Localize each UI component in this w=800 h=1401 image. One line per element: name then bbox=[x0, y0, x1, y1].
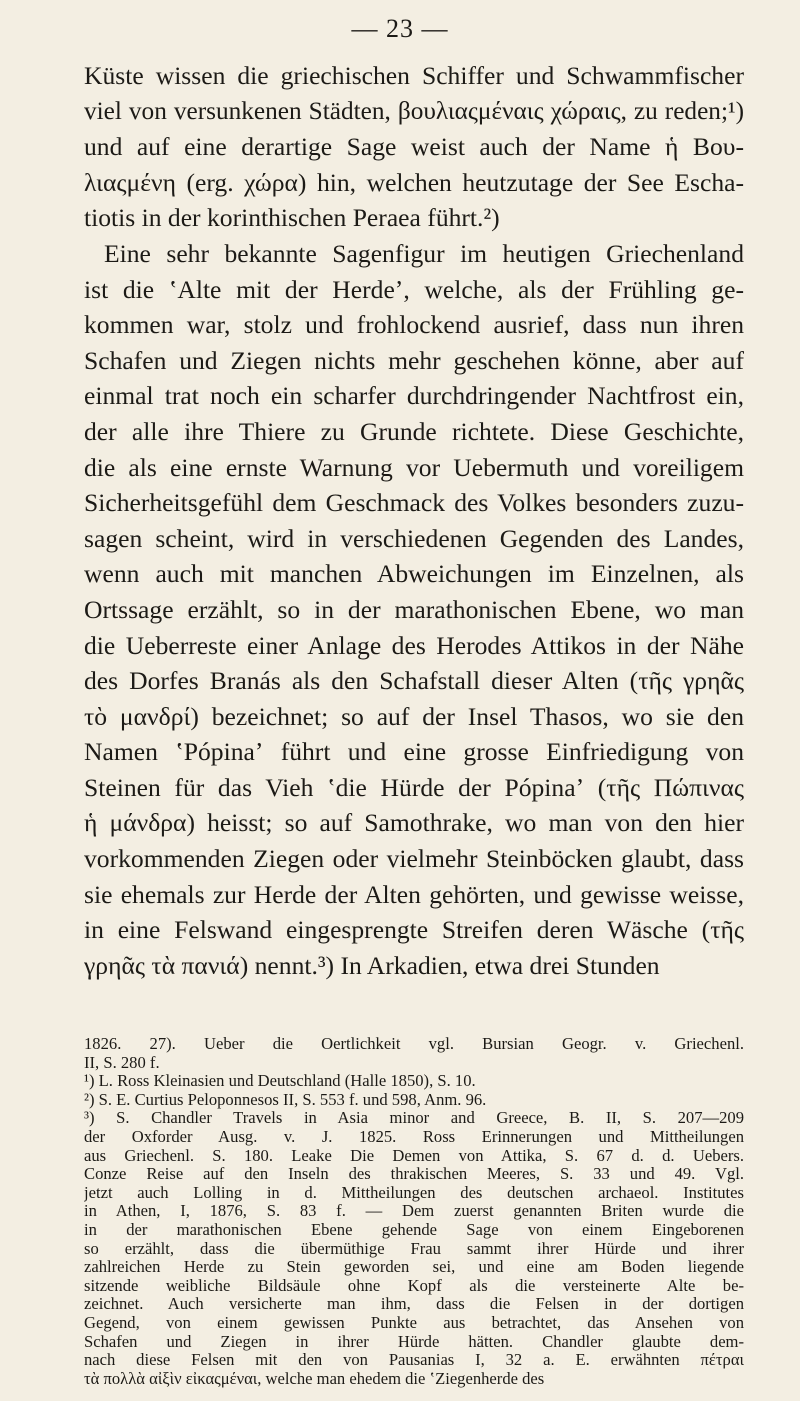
text-line: tiotis in der korinthischen Peraea führt.²) bbox=[84, 203, 500, 233]
footnote-line: II, S. 280 f. bbox=[84, 1053, 160, 1072]
footnote-line: Schafen und Ziegen in ihrer Hürde hätten. Chandler glaubte dem- bbox=[84, 1332, 744, 1351]
text-line: einmal trat noch ein scharfer durchdringender Nachtfrost ein, bbox=[84, 381, 744, 411]
footnote-line: sitzende weibliche Bildsäule ohne Kopf als die versteinerte Alte be- bbox=[84, 1276, 744, 1295]
text-line: Namen ʽPópinaʼ führt und eine grosse Einfriedigung von bbox=[84, 737, 744, 767]
text-line: in eine Felswand eingesprengte Streifen deren Wäsche (τῆς bbox=[84, 915, 744, 945]
footnote-line: zeichnet. Auch versicherte man ihm, dass die Felsen in der dortigen bbox=[84, 1295, 744, 1314]
footnote-line: Gegend, von einem gewissen Punkte aus betrachtet, das Ansehen von bbox=[84, 1313, 744, 1332]
text-line: der alle ihre Thiere zu Grunde richtete. Diese Geschichte, bbox=[84, 416, 744, 446]
footnote-line: in der marathonischen Ebene gehende Sage von einem Eingeborenen bbox=[84, 1220, 744, 1239]
text-line: Eine sehr bekannte Sagenfigur im heutigen Griechenland bbox=[104, 238, 744, 268]
text-line: γρηᾶς τὰ πανιά) nennt.³) In Arkadien, etwa drei Stunden bbox=[84, 950, 660, 980]
footnote-line: so erzählt, dass die übermüthige Frau sammt ihrer Hürde und ihrer bbox=[84, 1239, 744, 1258]
text-line: sagen scheint, wird in verschiedenen Gegenden des Landes, bbox=[84, 523, 744, 553]
text-line: vorkommenden Ziegen oder vielmehr Steinböcken glaubt, dass bbox=[84, 844, 744, 874]
text-line: kommen war, stolz und frohlockend ausrief, dass nun ihren bbox=[84, 310, 744, 340]
footnote-line: Conze Reise auf den Inseln des thrakischen Meeres, S. 33 und 49. Vgl. bbox=[84, 1165, 744, 1184]
main-text bbox=[84, 58, 744, 983]
footnote-line: ²) S. E. Curtius Peloponnesos II, S. 553 f. und 598, Anm. 96. bbox=[84, 1090, 487, 1109]
text-line: die als eine ernste Warnung vor Uebermuth und voreiligem bbox=[84, 452, 744, 482]
text-line: Ortssage erzählt, so in der marathonischen Ebene, wo man bbox=[84, 594, 744, 624]
footnote-line: der Oxforder Ausg. v. J. 1825. Ross Erinnerungen und Mittheilungen bbox=[84, 1127, 744, 1146]
text-line: des Dorfes Branás als den Schafstall dieser Alten (τῆς γρηᾶς bbox=[84, 666, 744, 696]
footnote-line: 1826. 27). Ueber die Oertlichkeit vgl. Bursian Geogr. v. Griechenl. bbox=[84, 1035, 744, 1053]
footnote-line: jetzt auch Lolling in d. Mittheilungen des deutschen archaeol. Institutes bbox=[84, 1183, 744, 1202]
text-line: ἡ μάνδρα) heisst; so auf Samothrake, wo man von den hier bbox=[84, 808, 744, 838]
text-line: Steinen für das Vieh ʽdie Hürde der Pópinaʼ (τῆς Πώπινας bbox=[84, 772, 744, 802]
text-line: τὸ μανδρί) bezeichnet; so auf der Insel Thasos, wo sie den bbox=[84, 701, 744, 731]
text-line: sie ehemals zur Herde der Alten gehörten, und gewisse weisse, bbox=[84, 879, 744, 909]
text-line: die Ueberreste einer Anlage des Herodes Attikos in der Nähe bbox=[84, 630, 744, 660]
footnote-line: zahlreichen Herde zu Stein geworden sei, und eine am Boden liegende bbox=[84, 1258, 744, 1277]
text-line: viel von versunkenen Städten, βουλιαςμέναις χώραις, zu reden;¹) bbox=[84, 96, 744, 125]
footnote-line: ¹) L. Ross Kleinasien und Deutschland (Halle 1850), S. 10. bbox=[84, 1072, 476, 1091]
text-line: Schafen und Ziegen nichts mehr geschehen könne, aber auf bbox=[84, 345, 744, 375]
text-line: Küste wissen die griechischen Schiffer und Schwammfischer bbox=[84, 61, 744, 90]
text-line: ist die ʽAlte mit der Herdeʼ, welche, als der Frühling ge- bbox=[84, 274, 744, 304]
footnote-line: nach diese Felsen mit den von Pausanias I, 32 a. E. erwähnten πέτραι bbox=[84, 1351, 744, 1370]
footnote-line: in Athen, I, 1876, S. 83 f. — Dem zuerst genannten Briten wurde die bbox=[84, 1202, 744, 1221]
text-line: λιαςμένη (erg. χώρα) hin, welchen heutzutage der See Escha- bbox=[84, 167, 744, 197]
text-line: wenn auch mit manchen Abweichungen im Einzelnen, als bbox=[84, 559, 744, 589]
footnote-line: aus Griechenl. S. 180. Leake Die Demen von Attika, S. 67 d. d. Uebers. bbox=[84, 1146, 744, 1165]
footnote-line: ³) S. Chandler Travels in Asia minor and Greece, B. II, S. 207—209 bbox=[84, 1109, 744, 1128]
page-number: — 23 — bbox=[351, 14, 449, 43]
text-line: und auf eine derartige Sage weist auch der Name ἡ Βου- bbox=[84, 132, 744, 162]
text-line: Sicherheitsgefühl dem Geschmack des Volkes besonders zuzu- bbox=[84, 488, 744, 518]
footnote-line: τὰ πολλὰ αἰξὶν εἰκαςμέναι, welche man ehedem die ʽZiegenherde des bbox=[84, 1369, 545, 1388]
footnotes bbox=[84, 1035, 744, 1388]
